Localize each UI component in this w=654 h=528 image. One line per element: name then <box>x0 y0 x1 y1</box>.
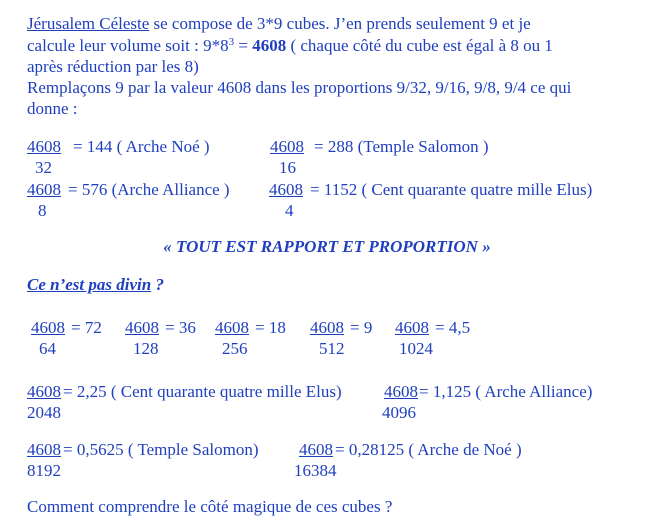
closing-question: Comment comprendre le côté magique de ces cubes ? <box>27 497 393 516</box>
intro-line-3: après réduction par les 8) <box>27 57 199 76</box>
fraction-denominator: 32 <box>35 158 52 177</box>
exponent: 3 <box>228 36 235 48</box>
equals: = <box>234 36 253 55</box>
fraction-numerator: 4608 <box>299 440 333 459</box>
intro-line-2 <box>27 36 553 56</box>
fraction-numerator: 4608 <box>384 382 418 401</box>
fraction-result: = 288 (Temple Salomon ) <box>314 137 489 156</box>
fraction-numerator: 4608 <box>395 318 429 337</box>
fraction-denominator: 16384 <box>294 461 337 480</box>
intro-line-1 <box>27 14 531 34</box>
fraction-denominator: 1024 <box>399 339 433 358</box>
fraction-denominator: 128 <box>133 339 159 358</box>
intro-line-5: donne : <box>27 99 78 118</box>
fraction-numerator: 4608 <box>27 440 61 459</box>
fraction-result: = 2,25 ( Cent quarante quatre mille Elus) <box>63 382 342 401</box>
fraction-result: = 0,28125 ( Arche de Noé ) <box>335 440 522 459</box>
fraction-numerator: 4608 <box>27 382 61 401</box>
fraction-numerator: 4608 <box>31 318 65 337</box>
intro-line-2-rest: ( chaque côté du cube est égal à 8 ou 1 <box>286 36 553 55</box>
fraction-result: = 0,5625 ( Temple Salomon) <box>63 440 259 459</box>
fraction-numerator: 4608 <box>27 137 61 156</box>
fraction-denominator: 4096 <box>382 403 416 422</box>
fraction-result: = 18 <box>255 318 286 337</box>
fraction-denominator: 4 <box>285 201 294 220</box>
fraction-numerator: 4608 <box>27 180 61 199</box>
fraction-result: = 36 <box>165 318 196 337</box>
fraction-result: = 72 <box>71 318 102 337</box>
fraction-denominator: 512 <box>319 339 345 358</box>
question-text: Ce n’est pas divin <box>27 275 152 294</box>
fraction-result: = 4,5 <box>435 318 471 337</box>
fraction-denominator: 16 <box>279 158 296 177</box>
intro-line-1-text: se compose de 3*9 cubes. J’en prends seulement 9 et je <box>149 14 531 33</box>
fraction-result: = 1,125 ( Arche Alliance) <box>419 382 593 401</box>
fraction-denominator: 2048 <box>27 403 61 422</box>
intro-line-4: Remplaçons 9 par la valeur 4608 dans les proportions 9/32, 9/16, 9/8, 9/4 ce qui <box>27 78 572 97</box>
fraction-denominator: 8 <box>38 201 47 220</box>
question-mark: ? <box>151 275 164 294</box>
question <box>27 275 164 295</box>
fraction-result: = 144 ( Arche Noé ) <box>73 137 210 156</box>
fraction-numerator: 4608 <box>310 318 344 337</box>
fraction-denominator: 256 <box>222 339 248 358</box>
fraction-numerator: 4608 <box>269 180 303 199</box>
fraction-denominator: 8192 <box>27 461 61 480</box>
title-jerusalem-celeste: Jérusalem Céleste <box>27 14 150 33</box>
slogan: « TOUT EST RAPPORT ET PROPORTION » <box>163 237 491 256</box>
fraction-result: = 1152 ( Cent quarante quatre mille Elus) <box>310 180 593 199</box>
fraction-numerator: 4608 <box>125 318 159 337</box>
intro-line-2-text: calcule leur volume soit : 9*8 <box>27 36 229 55</box>
fraction-numerator: 4608 <box>270 137 304 156</box>
fraction-numerator: 4608 <box>215 318 249 337</box>
fraction-result: = 9 <box>350 318 373 337</box>
fraction-denominator: 64 <box>39 339 56 358</box>
fraction-result: = 576 (Arche Alliance ) <box>68 180 230 199</box>
volume-value: 4608 <box>252 36 287 55</box>
